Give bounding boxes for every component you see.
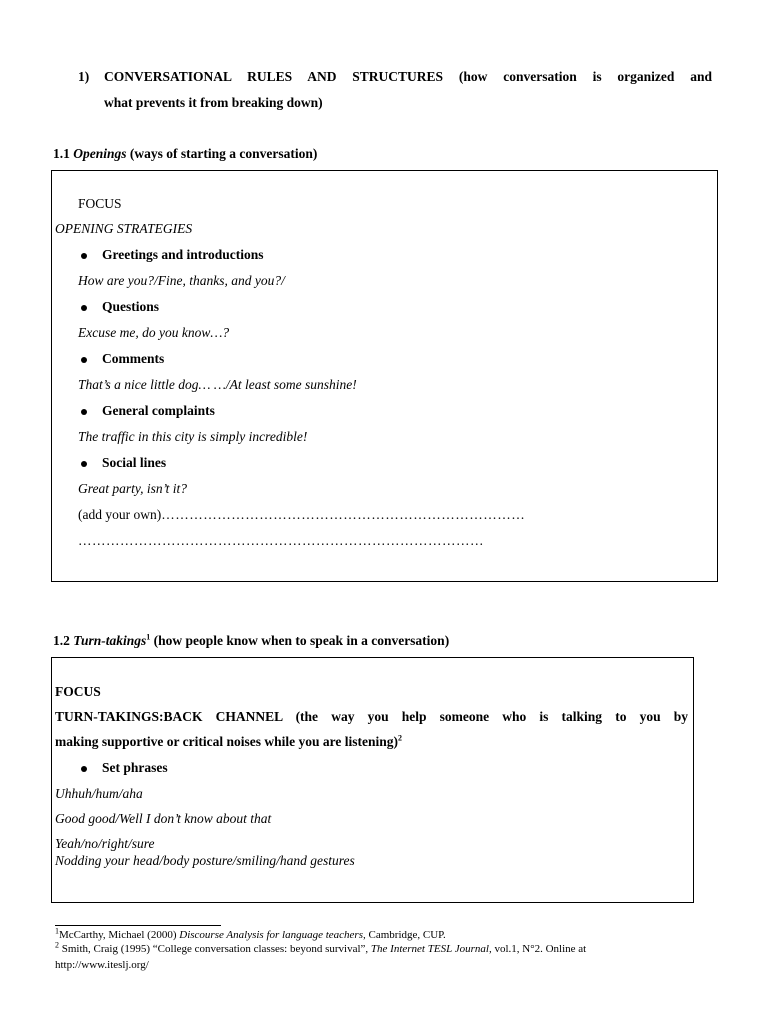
- item-example-questions: Excuse me, do you know…?: [78, 325, 230, 340]
- section-title: CONVERSATIONAL RULES AND STRUCTURES: [104, 69, 444, 84]
- example-phrase: Nodding your head/body posture/smiling/hand gestures: [55, 853, 355, 868]
- dotted-fill-line: ……………………………………………………………………………: [78, 533, 484, 548]
- back-channel-desc-cont: making supportive or critical noises while you are listening): [55, 734, 399, 749]
- footnote-ref: 2: [398, 733, 403, 743]
- item-example-complaints: The traffic in this city is simply incredible!: [78, 429, 308, 444]
- example-phrase: Yeah/no/right/sure: [55, 836, 155, 851]
- item-label-questions: Questions: [102, 299, 160, 314]
- subsection-desc: (ways of starting a conversation): [129, 146, 318, 161]
- item-label-comments: Comments: [102, 351, 165, 366]
- footnote-1: [55, 926, 446, 941]
- focus-label: FOCUS: [55, 684, 101, 699]
- section-title-line1: [104, 69, 712, 85]
- opening-strategies-heading: OPENING STRATEGIES: [55, 221, 193, 236]
- dotted-fill: ……………………………………………………………………: [161, 507, 526, 522]
- item-label-social-lines: Social lines: [102, 455, 167, 470]
- back-channel-heading-line2: [55, 734, 402, 750]
- set-phrases-label: Set phrases: [102, 760, 168, 775]
- item-example-greetings: How are you?/Fine, thanks, and you?/: [78, 273, 285, 288]
- subsection-name: Openings: [73, 146, 127, 161]
- footnote-number: 2: [55, 940, 59, 950]
- subsection-heading-openings: [53, 146, 317, 162]
- section-title-paren1: (how conversation is organized and: [458, 69, 713, 84]
- bullet-icon: [81, 357, 87, 363]
- back-channel-heading-line1: [55, 709, 688, 725]
- bullet-icon: [81, 253, 87, 259]
- example-phrase: Uhhuh/hum/aha: [55, 786, 143, 801]
- subsection-name: Turn-takings: [73, 633, 147, 648]
- footnote-number: 1: [55, 926, 59, 936]
- footnote-journal: The Internet TESL Journal,: [370, 943, 492, 955]
- item-example-social-lines: Great party, isn’t it?: [78, 481, 188, 496]
- footnote-volume: vol.1, N°2. Online at: [491, 943, 587, 955]
- item-label-greetings: Greetings and introductions: [102, 247, 264, 262]
- item-label-complaints: General complaints: [102, 403, 215, 418]
- subsection-heading-turn-takings: [53, 633, 449, 649]
- subsection-number: 1.2: [53, 633, 70, 648]
- back-channel-heading: TURN-TAKINGS:BACK CHANNEL: [55, 709, 283, 724]
- section-number: 1): [78, 69, 90, 84]
- focus-label: FOCUS: [78, 196, 122, 211]
- footnote-ref: 1: [146, 632, 151, 642]
- back-channel-desc: (the way you help someone who is talking to you by: [295, 709, 688, 724]
- add-your-own-label: (add your own): [78, 507, 162, 522]
- subsection-desc: (how people know when to speak in a conversation): [153, 633, 450, 648]
- footnote-url[interactable]: http://www.iteslj.org/: [55, 959, 149, 971]
- footnote-publisher: Cambridge, CUP.: [365, 929, 446, 941]
- section-title-paren2: what prevents it from breaking down): [104, 95, 323, 110]
- subsection-number: 1.1: [53, 146, 70, 161]
- add-your-own-line: [78, 507, 525, 523]
- bullet-icon: [81, 766, 87, 772]
- bullet-icon: [81, 409, 87, 415]
- bullet-icon: [81, 305, 87, 311]
- footnote-2: [55, 940, 587, 955]
- bullet-icon: [81, 461, 87, 467]
- footnote-separator: [55, 925, 221, 926]
- item-example-comments: That’s a nice little dog… …/At least some sunshine!: [78, 377, 357, 392]
- footnote-author: McCarthy, Michael (2000): [59, 929, 180, 941]
- footnote-title: Discourse Analysis for language teachers,: [179, 929, 366, 941]
- footnote-author: Smith, Craig (1995) “College conversation classes: beyond survival”,: [59, 943, 371, 955]
- example-phrase: Good good/Well I don’t know about that: [55, 811, 272, 826]
